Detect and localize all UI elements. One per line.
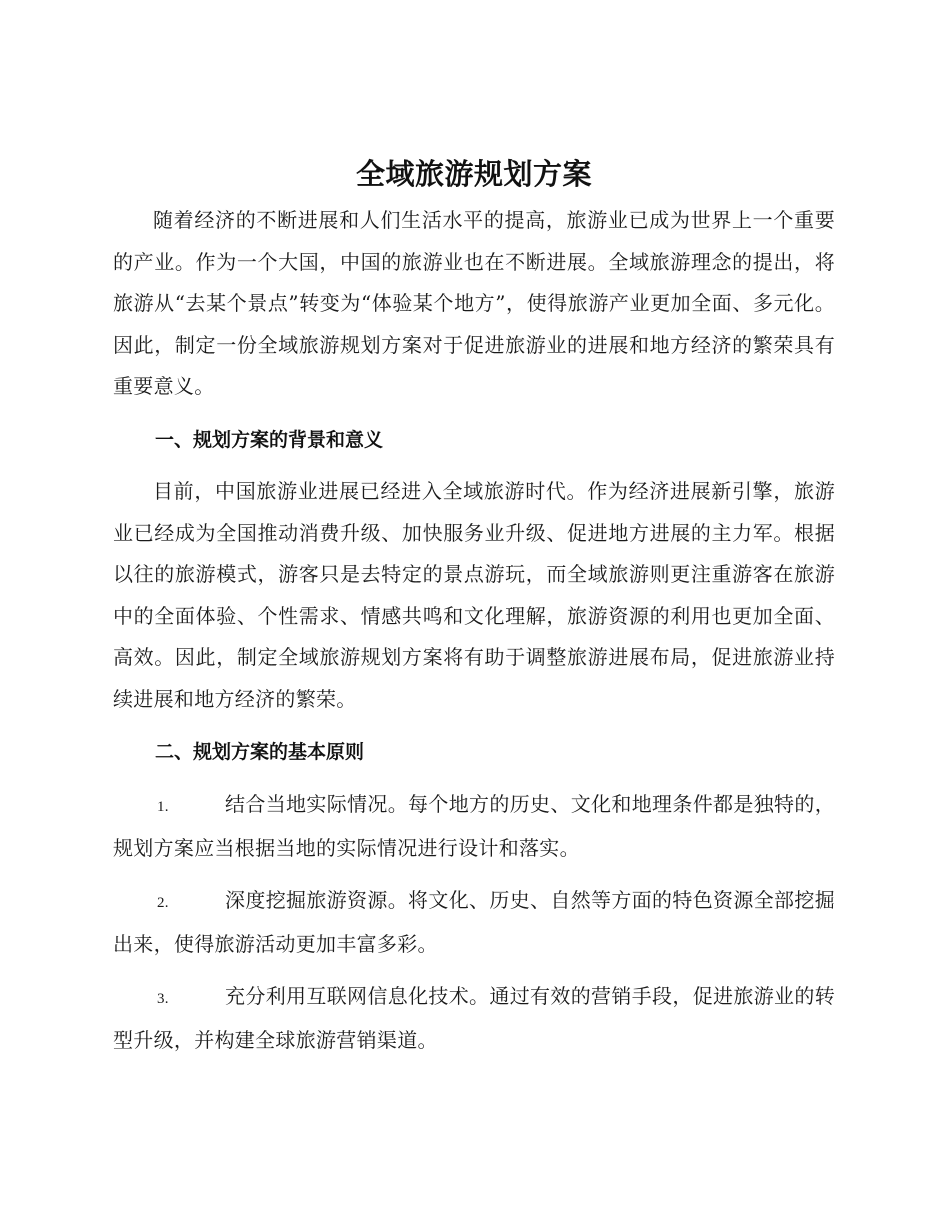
section-principles	[113, 732, 835, 1062]
list-item-number: 1.	[157, 798, 169, 815]
section-background	[113, 420, 835, 721]
list-item-number: 3.	[157, 990, 169, 1007]
list-item-text: 深度挖掘旅游资源。将文化、历史、自然等方面的特色资源全部挖掘出来，使得旅游活动更加丰富多彩。	[113, 887, 835, 956]
list-item	[113, 880, 835, 966]
section-paragraph: 目前，中国旅游业进展已经进入全域旅游时代。作为经济进展新引擎，旅游业已经成为全国推动消费升级、加快服务业升级、促进地方进展的主力军。根据以往的旅游模式，游客只是去特定的景点游玩，而全域旅游则更注重游客在旅游中的全面体验、个性需求、情感共鸣和文化理解，旅游资源的利用也更加全面、高效。因此，制定全域旅游规划方案将有助于调整旅游进展布局，促进旅游业持续进展和地方经济的繁荣。	[113, 479, 835, 711]
list-item-text: 结合当地实际情况。每个地方的历史、文化和地理条件都是独特的，规划方案应当根据当地的实际情况进行设计和落实。	[113, 791, 835, 860]
intro-paragraph: 随着经济的不断进展和人们生活水平的提高，旅游业已成为世界上一个重要的产业。作为一个大国，中国的旅游业也在不断进展。全域旅游理念的提出，将旅游从“去某个景点”转变为“体验某个地方”，使得旅游产业更加全面、多元化。因此，制定一份全域旅游规划方案对于促进旅游业的进展和地方经济的繁荣具有重要意义。	[113, 208, 835, 398]
section-heading: 二、规划方案的基本原则	[155, 741, 365, 763]
document-title: 全域旅游规划方案	[355, 157, 592, 191]
document-body	[113, 148, 835, 1072]
section-heading: 一、规划方案的背景和意义	[155, 428, 384, 451]
list-item-text: 充分利用互联网信息化技术。通过有效的营销手段，促进旅游业的转型升级，并构建全球旅游营销渠道。	[113, 983, 835, 1052]
list-item	[113, 784, 835, 870]
list-item-number: 2.	[157, 894, 169, 911]
list-item	[113, 976, 835, 1062]
